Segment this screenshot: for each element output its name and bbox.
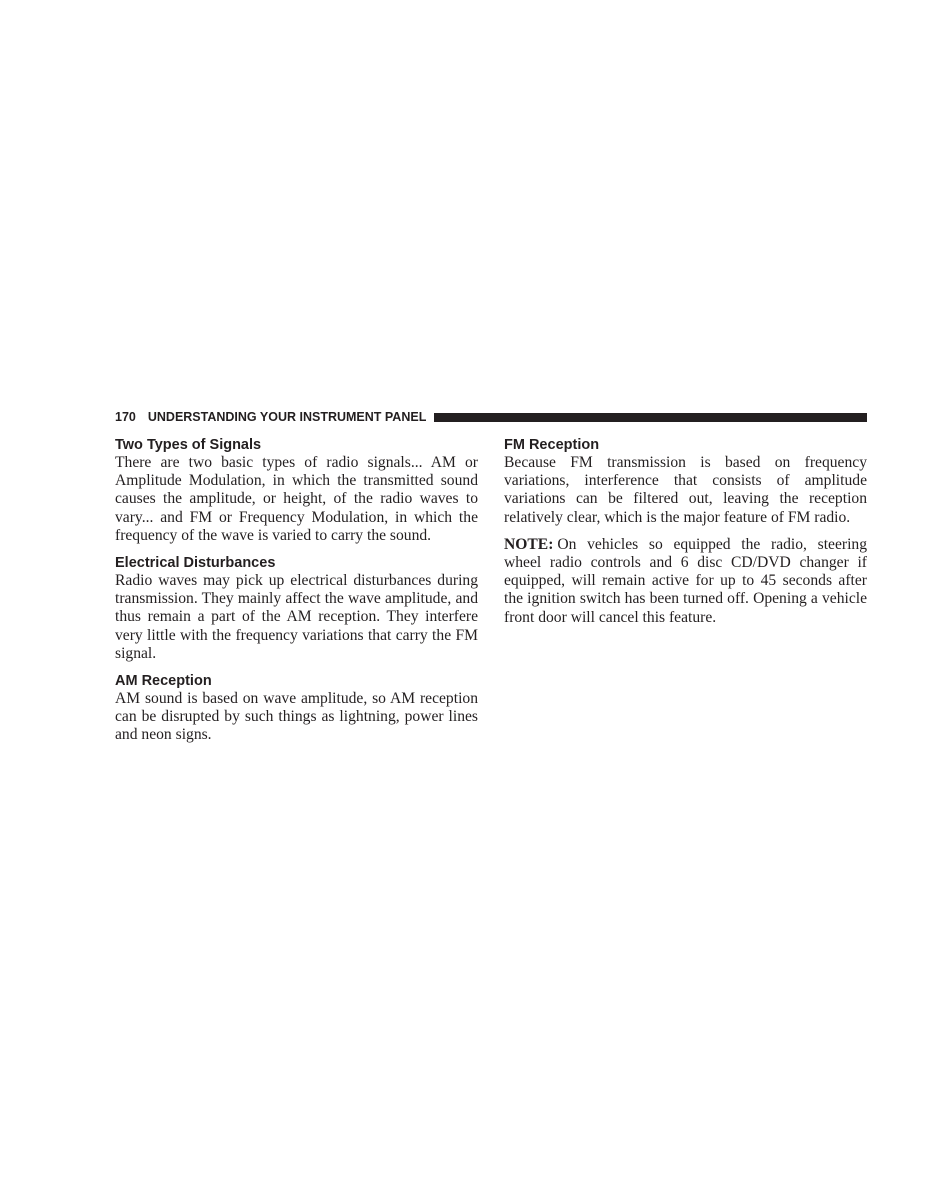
heading-fm-reception: FM Reception: [504, 437, 600, 453]
right-column: [504, 436, 867, 636]
heading-electrical-disturbances: Electrical Disturbances: [115, 555, 276, 572]
page-header: [115, 407, 867, 427]
note-paragraph: [504, 536, 867, 627]
heading-two-types-of-signals: Two Types of Signals: [115, 437, 262, 453]
header-rule: [434, 413, 867, 422]
section-title: UNDERSTANDING YOUR INSTRUMENT PANEL: [147, 410, 427, 424]
note-label: NOTE:: [504, 535, 554, 553]
heading-am-reception: AM Reception: [115, 673, 212, 690]
paragraph-two-types-of-signals: There are two basic types of radio signals... AM or Amplitude Modulation, in which the transmitted sound causes the amplitude, or height, of the radio waves to vary... and FM or Frequency Modulation, in which the frequency of the wave is varied to carry the sound.: [115, 454, 478, 544]
paragraph-fm-reception: Because FM transmission is based on frequency variations, interference that consists of amplitude variations can be filtered out, leaving the reception relatively clear, which is the major feature of FM radio.: [504, 454, 867, 526]
note-text: On vehicles so equipped the radio, steering wheel radio controls and 6 disc CD/DVD changer if equipped, will remain active for up to 45 seconds after the ignition switch has been turned off. Opening a vehicle front door will cancel this feature.: [504, 535, 867, 626]
page-number: 170: [115, 410, 136, 424]
paragraph-electrical-disturbances: Radio waves may pick up electrical disturbances during transmission. They mainly affect the wave amplitude, and thus remain a part of the AM reception. They interfere very little with the frequency variations that carry the FM signal.: [115, 572, 478, 662]
paragraph-am-reception: AM sound is based on wave amplitude, so AM reception can be disrupted by such things as lightning, power lines and neon signs.: [115, 690, 478, 744]
left-column: [115, 436, 478, 754]
